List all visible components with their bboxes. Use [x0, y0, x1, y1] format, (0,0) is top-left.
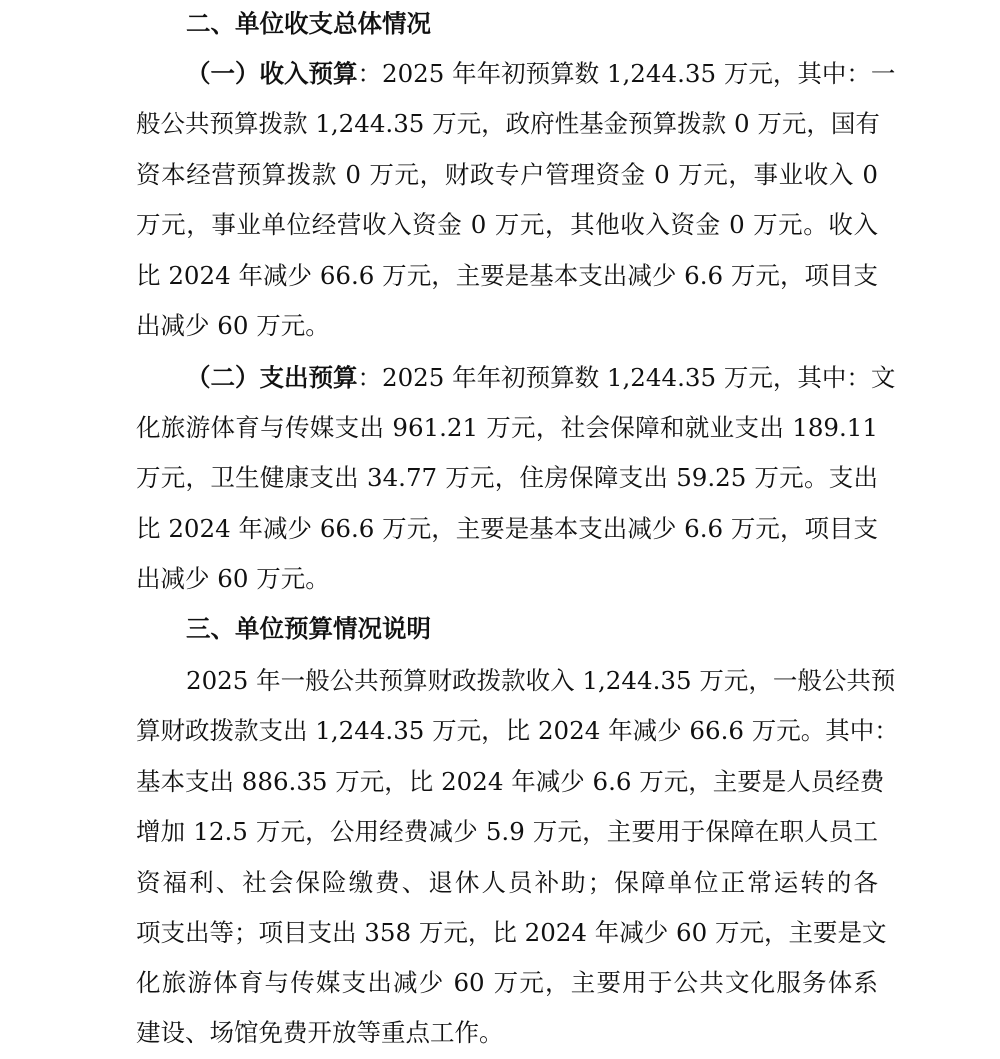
income-paragraph-line-3: 资本经营预算拨款 0 万元，财政专户管理资金 0 万元，事业收入 0 [136, 160, 878, 189]
budget-paragraph-line-2: 算财政拨款支出 1,244.35 万元，比 2024 年减少 66.6 万元。其中： [136, 716, 899, 745]
income-subheading: （一）收入预算 [186, 59, 358, 88]
expense-paragraph-line-5: 出减少 60 万元。 [136, 564, 330, 593]
expense-paragraph-line-1: （二）支出预算：2025 年年初预算数 1,244.35 万元，其中：文 [186, 363, 896, 392]
budget-paragraph-line-5: 资福利、社会保险缴费、退休人员补助；保障单位正常运转的各 [136, 868, 878, 897]
expense-paragraph-line-3: 万元，卫生健康支出 34.77 万元，住房保障支出 59.25 万元。支出 [136, 463, 878, 492]
section-heading-budget-explanation: 三、单位预算情况说明 [186, 614, 431, 643]
expense-subheading: （二）支出预算 [186, 363, 358, 392]
budget-paragraph-line-1: 2025 年一般公共预算财政拨款收入 1,244.35 万元，一般公共预 [186, 666, 896, 695]
budget-paragraph-line-7: 化旅游体育与传媒支出减少 60 万元，主要用于公共文化服务体系 [136, 968, 878, 997]
income-paragraph-line-4: 万元，事业单位经营收入资金 0 万元，其他收入资金 0 万元。收入 [136, 210, 878, 239]
budget-paragraph-line-3: 基本支出 886.35 万元，比 2024 年减少 6.6 万元，主要是人员经费 [136, 767, 885, 796]
budget-paragraph-line-4: 增加 12.5 万元，公用经费减少 5.9 万元，主要用于保障在职人员工 [136, 817, 878, 846]
expense-paragraph-line-2: 化旅游体育与传媒支出 961.21 万元，社会保障和就业支出 189.11 [136, 413, 878, 442]
budget-paragraph-line-8: 建设、场馆免费开放等重点工作。 [136, 1018, 504, 1047]
income-paragraph-line-5: 比 2024 年减少 66.6 万元，主要是基本支出减少 6.6 万元，项目支 [136, 261, 878, 290]
income-paragraph-line-1: （一）收入预算：2025 年年初预算数 1,244.35 万元，其中：一 [186, 59, 896, 88]
income-paragraph-line-6: 出减少 60 万元。 [136, 311, 330, 340]
budget-paragraph-line-6: 项支出等；项目支出 358 万元，比 2024 年减少 60 万元，主要是文 [136, 918, 887, 947]
section-heading-overall: 二、单位收支总体情况 [186, 9, 431, 38]
expense-paragraph-line-4: 比 2024 年减少 66.6 万元，主要是基本支出减少 6.6 万元，项目支 [136, 514, 878, 543]
income-paragraph-line-2: 般公共预算拨款 1,244.35 万元，政府性基金预算拨款 0 万元，国有 [136, 109, 880, 138]
